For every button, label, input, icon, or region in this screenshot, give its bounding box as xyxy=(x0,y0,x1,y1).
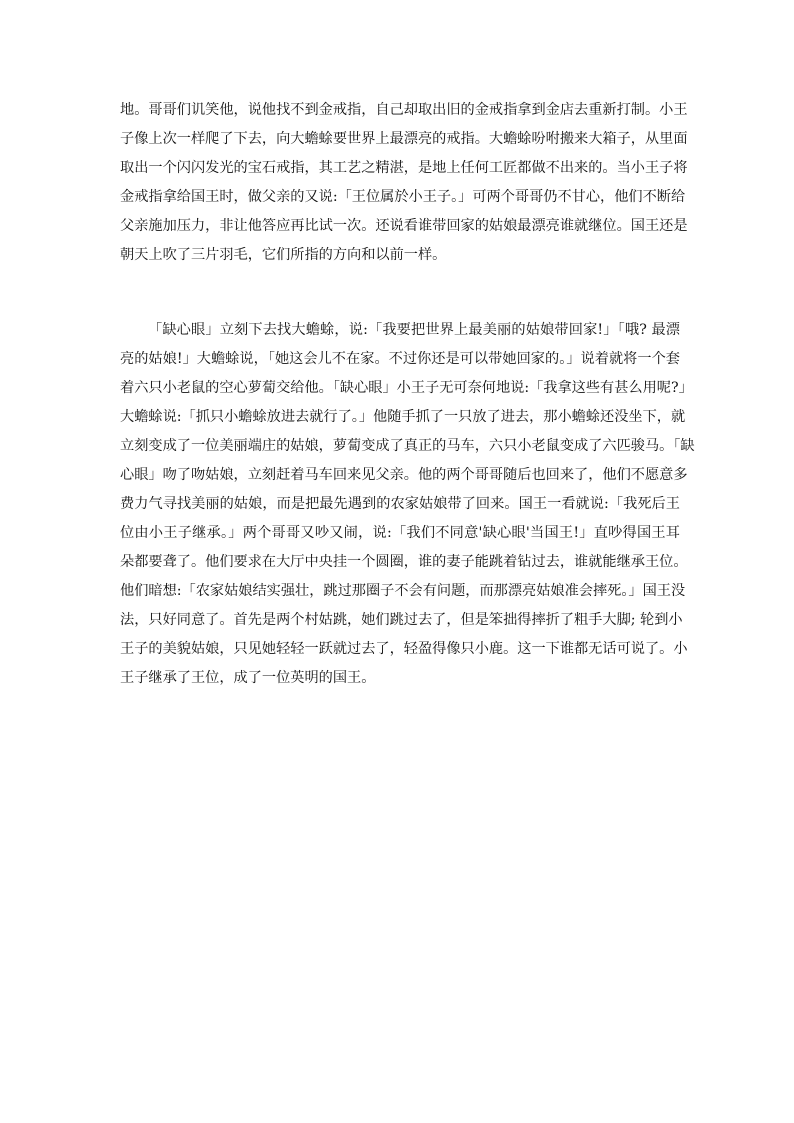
paragraph-line: 他们暗想:「农家姑娘结实强壮，跳过那圈子不会有问题，而那漂亮姑娘准会摔死。」国王没 xyxy=(120,583,686,599)
paragraph-line: 朝天上吹了三片羽毛，它们所指的方向和以前一样。 xyxy=(120,247,447,263)
paragraph-line-indented: 「缺心眼」立刻下去找大蟾蜍，说:「我要把世界上最美丽的姑娘带回家!」「哦? 最漂 xyxy=(148,322,680,338)
paragraph-line: 费力气寻找美丽的姑娘，而是把最先遇到的农家姑娘带了回来。国王一看就说:「我死后王 xyxy=(120,496,680,512)
paragraph-line: 心眼」吻了吻姑娘，立刻赶着马车回来见父亲。他的两个哥哥随后也回来了，他们不愿意多 xyxy=(120,467,688,483)
paragraph-line: 立刻变成了一位美丽端庄的姑娘，萝蔔变成了真正的马车，六只小老鼠变成了六匹骏马。「缺 xyxy=(120,438,695,454)
paragraph-line: 亮的姑娘!」大蟾蜍说，「她这会儿不在家。不过你还是可以带她回家的。」说着就将一个套 xyxy=(120,351,680,367)
paragraph-line: 王子继承了王位，成了一位英明的国王。 xyxy=(120,670,376,686)
paragraph-line: 金戒指拿给国王时，做父亲的又说:「王位属於小王子。」可两个哥哥仍不甘心，他们不断给 xyxy=(120,189,686,205)
paragraph-line: 位由小王子继承。」两个哥哥又吵又闹，说:「我们不同意'缺心眼'当国王!」直吵得国王耳 xyxy=(120,525,680,541)
paragraph-line: 法，只好同意了。首先是两个村姑跳，她们跳过去了，但是笨拙得摔折了粗手大脚; 轮到小 xyxy=(120,612,683,628)
paragraph-line: 着六只小老鼠的空心萝蔔交给他。「缺心眼」小王子无可奈何地说:「我拿这些有甚么用呢?」 xyxy=(120,380,693,396)
paragraph-line: 王子的美貌姑娘，只见她轻轻一跃就过去了，轻盈得像只小鹿。这一下谁都无话可说了。小 xyxy=(120,641,688,657)
paragraph-line: 子像上次一样爬了下去，向大蟾蜍要世界上最漂亮的戒指。大蟾蜍吩咐搬来大箱子，从里面 xyxy=(120,131,688,147)
paragraph-line: 取出一个闪闪发光的宝石戒指，其工艺之精湛，是地上任何工匠都做不出来的。当小王子将 xyxy=(120,160,688,176)
paragraph-line: 父亲施加压力，非让他答应再比试一次。还说看谁带回家的姑娘最漂亮谁就继位。国王还是 xyxy=(120,218,688,234)
paragraph-line: 地。哥哥们讥笑他，说他找不到金戒指，自己却取出旧的金戒指拿到金店去重新打制。小王 xyxy=(120,102,688,118)
paragraph-line: 朵都要聋了。他们要求在大厅中央挂一个圆圈，谁的妻子能跳着钻过去，谁就能继承王位。 xyxy=(120,554,688,570)
paragraph-line: 大蟾蜍说:「抓只小蟾蜍放进去就行了。」他随手抓了一只放了进去，那小蟾蜍还没坐下，就 xyxy=(120,409,686,425)
